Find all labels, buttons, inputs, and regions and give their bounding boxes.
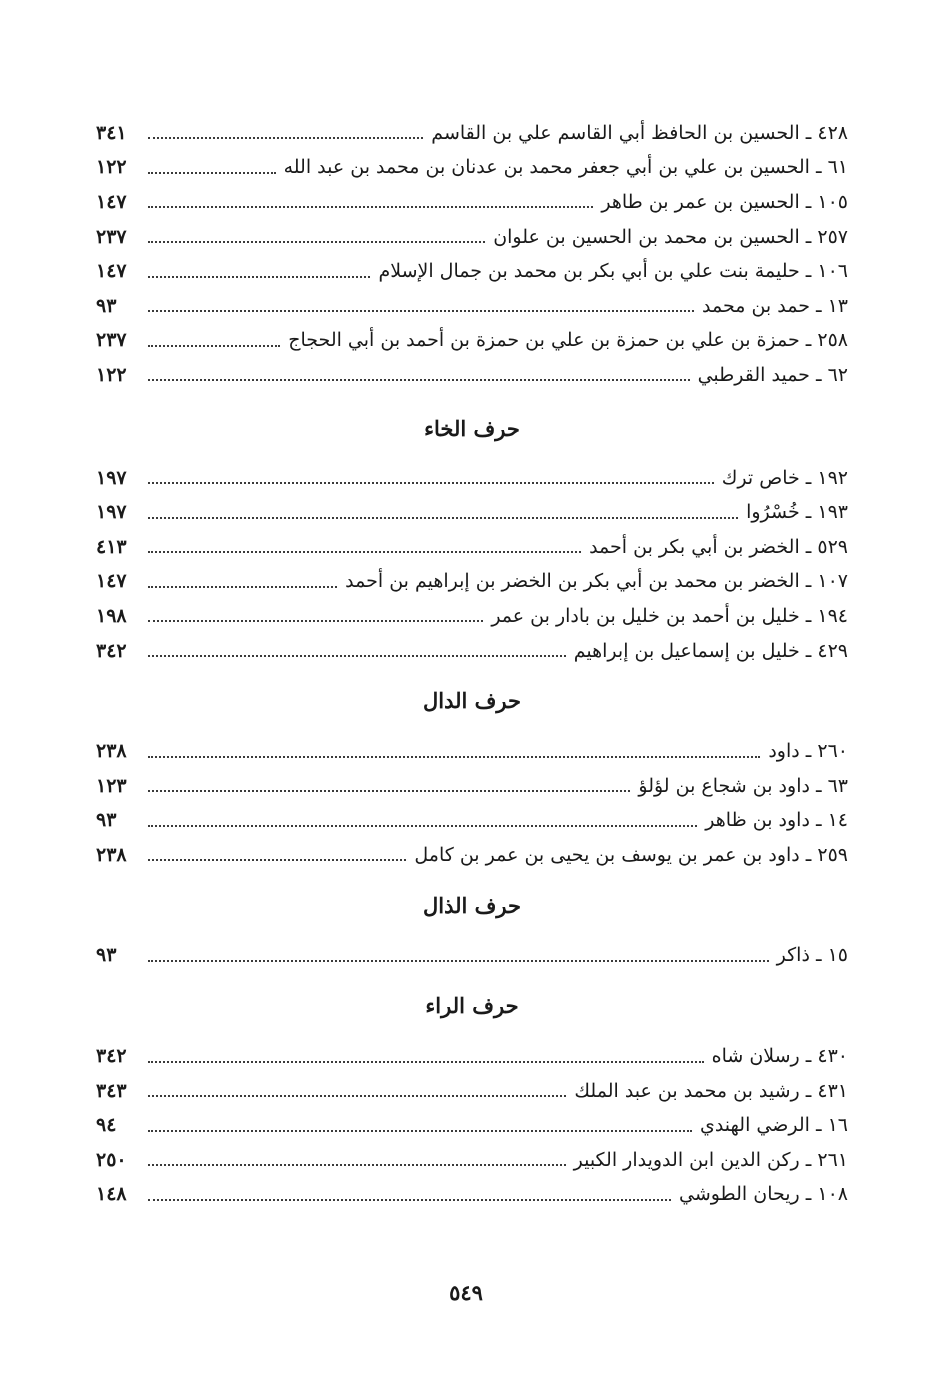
index-entry [96, 1178, 848, 1213]
section-dal [96, 668, 848, 872]
page-number: ٥٤٩ [449, 1280, 483, 1305]
index-entry [96, 530, 848, 565]
section-ra [96, 973, 848, 1212]
entry-name: ١٣ ـ حمد بن محمد [702, 294, 848, 317]
index-entry [96, 769, 848, 804]
entry-page-number: ٢٥٠ [96, 1148, 127, 1171]
dot-leader [148, 1095, 566, 1097]
entry-page-number: ٢٣٧ [96, 225, 127, 248]
index-entry [96, 358, 848, 393]
index-entry [96, 1108, 848, 1143]
dot-leader [148, 1061, 704, 1063]
entry-name: ١٩٣ ـ خُسْرُوا [746, 501, 848, 524]
index-entry [96, 495, 848, 530]
entry-page-number: ٢٣٨ [96, 740, 127, 763]
entry-page-number: ٢٣٧ [96, 329, 127, 352]
entry-name: ٢٥٨ ـ حمزة بن علي بن حمزة بن علي بن حمزة بن أحمد بن أبي الحجاج [288, 329, 848, 352]
dot-leader [148, 620, 483, 622]
entry-page-number: ٤١٣ [96, 535, 127, 558]
entry-page-number: ١٩٧ [96, 501, 127, 524]
index-entry [96, 634, 848, 669]
index-page [96, 116, 848, 1212]
entry-name: ٤٣١ ـ رشيد بن محمد بن عبد الملك [574, 1079, 848, 1102]
index-entry [96, 324, 848, 359]
entry-page-number: ١٤٨ [96, 1183, 127, 1206]
entry-page-number: ٩٣ [96, 294, 117, 317]
index-entry [96, 599, 848, 634]
index-entry [96, 461, 848, 496]
entry-page-number: ٣٤٣ [96, 1079, 127, 1102]
index-entry [96, 1143, 848, 1178]
dot-leader [148, 206, 593, 208]
entry-name: ٦١ ـ الحسين بن علي بن أبي جعفر محمد بن عدنان بن محمد بن عبد الله [283, 156, 848, 179]
entry-name: ٤٢٩ ـ خليل بن إسماعيل بن إبراهيم [573, 639, 848, 662]
entry-name: ٤٣٠ ـ رسلان شاه [711, 1045, 848, 1068]
entry-page-number: ٣٤٢ [96, 1045, 127, 1068]
entry-page-number: ١٩٧ [96, 466, 127, 489]
entry-name: ٦٣ ـ داود بن شجاع بن لؤلؤ [638, 774, 848, 797]
entry-page-number: ١٢٢ [96, 363, 127, 386]
dot-leader [148, 960, 769, 962]
section-kha [96, 393, 848, 669]
section-heading-dal: حرف الدال [423, 688, 521, 714]
dot-leader [148, 859, 406, 861]
entry-name: ١٥ ـ ذاكر [776, 944, 848, 967]
dot-leader [148, 825, 697, 827]
dot-leader [148, 172, 276, 174]
index-entry [96, 220, 848, 255]
dot-leader [148, 655, 566, 657]
section-heading-dhal: حرف الذال [423, 892, 521, 918]
dot-leader [148, 276, 370, 278]
index-entry [96, 151, 848, 186]
dot-leader [148, 310, 694, 312]
index-entry [96, 185, 848, 220]
entry-name: ١٦ ـ الرضي الهندي [699, 1114, 848, 1137]
dot-leader [148, 756, 760, 758]
entry-page-number: ١٢٢ [96, 156, 127, 179]
index-entry [96, 289, 848, 324]
entry-page-number: ٣٤١ [96, 121, 127, 144]
dot-leader [148, 790, 630, 792]
dot-leader [148, 482, 714, 484]
dot-leader [148, 137, 423, 139]
index-entry [96, 116, 848, 151]
section-dhal [96, 873, 848, 974]
entry-page-number: ١٢٣ [96, 774, 127, 797]
entry-name: ٥٢٩ ـ الخضر بن أبي بكر بن أحمد [589, 535, 848, 558]
dot-leader [148, 586, 337, 588]
dot-leader [148, 517, 738, 519]
index-entry [96, 939, 848, 974]
entry-name: ١٩٤ ـ خليل بن أحمد بن خليل بن بادار بن عمر [491, 604, 848, 627]
section-heading-kha: حرف الخاء [424, 415, 520, 441]
index-entry [96, 734, 848, 769]
entry-name: ٢٥٩ ـ داود بن عمر بن يوسف بن يحيى بن عمر بن كامل [414, 843, 848, 866]
entry-page-number: ٩٣ [96, 809, 117, 832]
entry-name: ٢٦١ ـ ركن الدين ابن الدويدار الكبير [573, 1148, 848, 1171]
entry-name: ٢٥٧ ـ الحسين بن محمد بن الحسين بن علوان [493, 225, 848, 248]
entry-name: ٦٢ ـ حميد القرطبي [697, 363, 848, 386]
index-entry [96, 1039, 848, 1074]
entry-name: ١٠٥ ـ الحسين بن عمر بن طاهر [601, 190, 848, 213]
dot-leader [148, 1130, 692, 1132]
entry-page-number: ٩٤ [96, 1114, 117, 1137]
dot-leader [148, 345, 280, 347]
dot-leader [148, 551, 581, 553]
entry-page-number: ٢٣٨ [96, 843, 127, 866]
index-entry [96, 1074, 848, 1109]
entry-page-number: ١٤٧ [96, 260, 127, 283]
dot-leader [148, 1164, 566, 1166]
entry-page-number: ١٤٧ [96, 190, 127, 213]
dot-leader [148, 241, 485, 243]
entry-name: ١٠٧ ـ الخضر بن محمد بن أبي بكر بن الخضر بن إبراهيم بن أحمد [345, 570, 848, 593]
entry-name: ١٠٨ ـ ريحان الطوشي [678, 1183, 848, 1206]
entry-name: ١٤ ـ داود بن ظاهر [705, 809, 848, 832]
entry-name: ١٩٢ ـ خاص ترك [721, 466, 848, 489]
index-entry [96, 254, 848, 289]
entry-name: ٢٦٠ ـ داود [768, 740, 848, 763]
index-entry [96, 804, 848, 839]
section-heading-ra: حرف الراء [425, 993, 519, 1019]
index-entry [96, 838, 848, 873]
entry-page-number: ١٩٨ [96, 604, 127, 627]
dot-leader [148, 1199, 671, 1201]
entry-page-number: ٩٣ [96, 944, 117, 967]
section-ha [96, 116, 848, 393]
index-entry [96, 565, 848, 600]
dot-leader [148, 379, 690, 381]
entry-name: ١٠٦ ـ حليمة بنت علي بن أبي بكر بن محمد بن جمال الإسلام [378, 260, 848, 283]
entry-name: ٤٢٨ ـ الحسين بن الحافظ أبي القاسم علي بن القاسم [431, 121, 848, 144]
entry-page-number: ٣٤٢ [96, 639, 127, 662]
entry-page-number: ١٤٧ [96, 570, 127, 593]
